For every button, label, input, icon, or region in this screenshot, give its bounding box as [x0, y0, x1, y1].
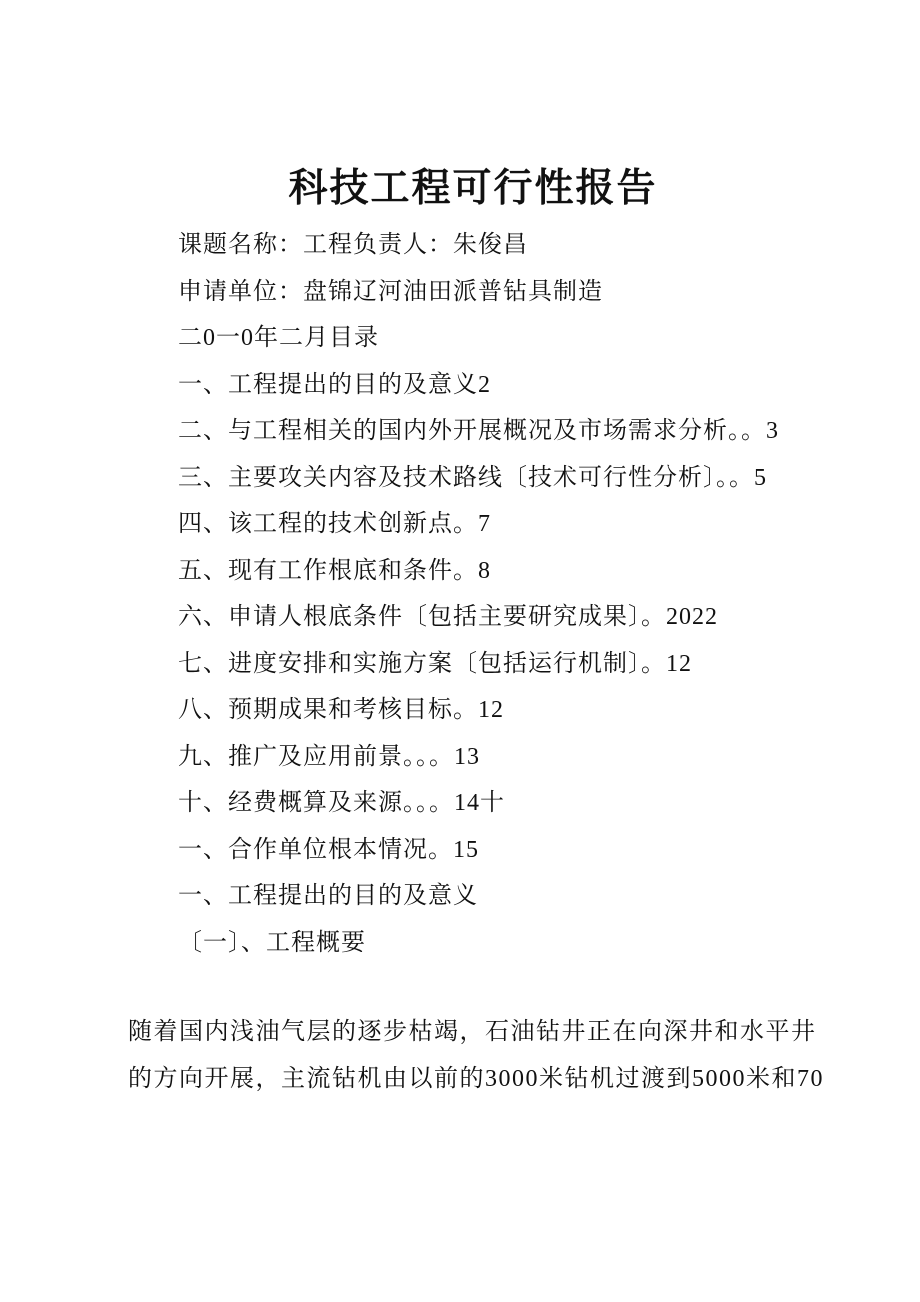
toc-entry: 十、经费概算及来源。。。14十: [178, 790, 505, 816]
subsection-heading: 〔一〕、工程概要: [178, 929, 366, 956]
toc-entry: 一、合作单位根本情况。15: [178, 836, 479, 863]
toc-entry: 二、与工程相关的国内外开展概况及市场需求分析。。3: [178, 418, 779, 444]
section-heading: 一、工程提出的目的及意义: [178, 883, 478, 909]
toc-entry: 九、推广及应用前景。。。13: [178, 743, 480, 770]
toc-entry: 一、工程提出的目的及意义2: [178, 371, 491, 398]
document-title: 科技工程可行性报告: [288, 167, 658, 210]
meta-line-date-and-toc-label: 二0一0年二月目录: [178, 325, 379, 351]
toc-entry: 六、申请人根底条件〔包括主要研究成果〕。2022: [178, 604, 718, 630]
body-paragraph-line: 的方向开展，主流钻机由以前的3000米钻机过渡到5000米和70: [128, 1065, 824, 1092]
body-paragraph-line: 随着国内浅油气层的逐步枯竭，石油钻井正在向深井和水平井: [128, 1019, 817, 1045]
toc-entry: 三、主要攻关内容及技术路线〔技术可行性分析〕。。5: [178, 464, 767, 491]
body-paragraph: [128, 1009, 824, 1102]
toc-entry: 四、该工程的技术创新点。7: [178, 511, 491, 537]
front-matter-block: [128, 222, 779, 966]
toc-entry: 七、进度安排和实施方案〔包括运行机制〕。12: [178, 650, 692, 677]
meta-line-applicant-unit: 申请单位：盘锦辽河油田派普钻具制造: [178, 278, 603, 305]
toc-entry: 五、现有工作根底和条件。8: [178, 557, 491, 584]
meta-line-topic-and-leader: 课题名称：工程负责人：朱俊昌: [178, 232, 528, 258]
toc-entry: 八、预期成果和考核目标。12: [178, 697, 504, 723]
